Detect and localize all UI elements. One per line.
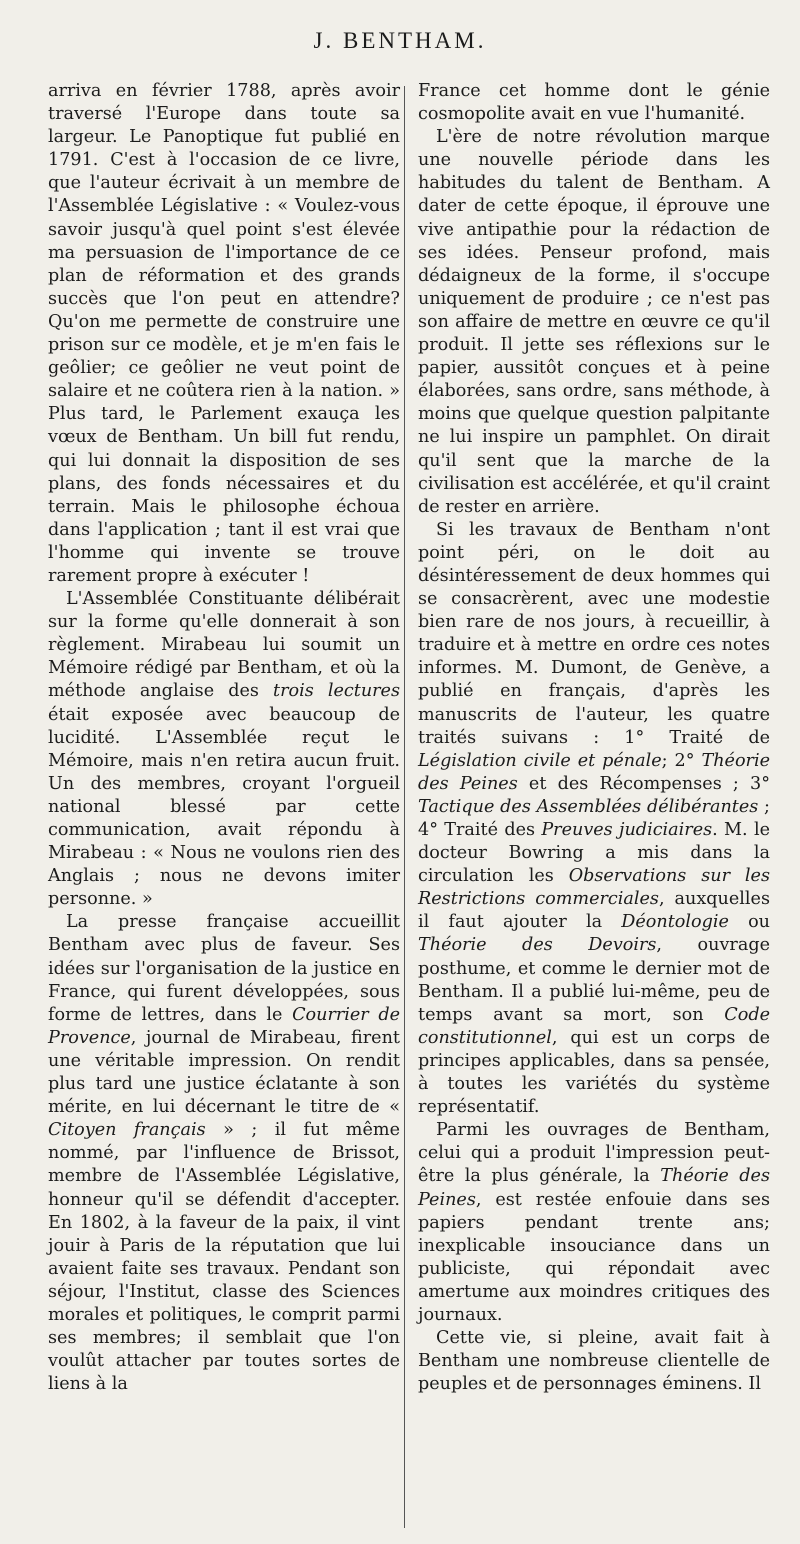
paragraph: France cet homme dont le génie cosmopolite avait en vue l'humanité. (418, 81, 770, 125)
running-head: J. BENTHAM. (313, 28, 487, 53)
paragraph: Cette vie, si pleine, avait fait à Bentham une nombreuse clientelle de peuples et de personnages éminens. Il (418, 1328, 770, 1395)
paragraph: L'Assemblée Constituante délibérait sur la forme qu'elle donnerait à son règlement. Mirabeau lui soumit un Mémoire rédigé par Bentham, et où la méthode anglaise des trois lectures était exposée avec beaucoup de lucidité. L'Assemblée reçut le Mémoire, mais n'en retira aucun fruit. Un des membres, croyant l'orgueil national blessé par cette communication, avait répondu à Mirabeau : « Nous ne voulons rien des Anglais ; nous ne devons imiter personne. » (48, 589, 401, 910)
paragraph: arriva en février 1788, après avoir traversé l'Europe dans toute sa largeur. Le Panoptique fut publié en 1791. C'est à l'occasion de ce livre, que l'auteur écrivait à un membre de l'Assemblée Législative : « Voulez-vous savoir jusqu'à quel point s'est élevée ma persuasion de l'importance de ce plan de réformation et des grands succès que l'on peut en attendre? Qu'on me permette de construire une prison sur ce modèle, et je m'en fais le geôlier; ce geôlier ne veut point de salaire et ne coûtera rien à la nation. » Plus tard, le Parlement exauça les vœux de Bentham. Un bill fut rendu, qui lui donnait la disposition de ses plans, des fonds nécessaires et du terrain. Mais le philosophe échoua dans l'application ; tant il est vrai que l'homme qui invente se trouve rarement propre à exécuter ! (48, 81, 400, 586)
right-column (418, 80, 770, 1396)
left-column (48, 80, 400, 1396)
paragraph: Parmi les ouvrages de Bentham, celui qui a produit l'impression peut-être la plus générale, la Théorie des Peines, est restée enfouie dans ses papiers pendant trente ans; inexplicable insouciance dans un publiciste, qui répondait avec amertume aux moindres critiques des journaux. (418, 1120, 770, 1325)
paragraph: L'ère de notre révolution marque une nouvelle période dans les habitudes du talent de Bentham. A dater de cette époque, il éprouve une vive antipathie pour la rédaction de ses idées. Penseur profond, mais dédaigneux de la forme, il s'occupe uniquement de produire ; ce n'est pas son affaire de mettre en œuvre ce qu'il produit. Il jette ses réflexions sur le papier, aussitôt conçues et à peine élaborées, sans ordre, sans méthode, à moins que quelque question palpitante ne lui inspire un pamphlet. On dirait qu'il sent que la marche de la civilisation est accélérée, et qu'il craint de rester en arrière. (418, 127, 770, 517)
column-divider (404, 86, 405, 1528)
paragraph: Si les travaux de Bentham n'ont point péri, on le doit au désintéressement de deux hommes qui se consacrèrent, avec une modestie bien rare de nos jours, à recueillir, à traduire et à mettre en ordre ces notes informes. M. Dumont, de Genève, a publié en français, d'après les manuscrits de l'auteur, les quatre traités suivans : 1° Traité de Législation civile et pénale; 2° Théorie des Peines et des Récompenses ; 3° Tactique des Assemblées délibérantes ; 4° Traité des Preuves judiciaires. M. le docteur Bowring a mis dans la circulation les Observations sur les Restrictions commerciales, auxquelles il faut ajouter la Déontologie ou Théorie des Devoirs, ouvrage posthume, et comme le dernier mot de Bentham. Il a publié lui-même, peu de temps avant sa mort, son Code constitutionnel, qui est un corps de principes applicables, dans sa pensée, à toutes les variétés du système représentatif. (418, 519, 770, 1118)
paragraph: La presse française accueillit Bentham avec plus de faveur. Ses idées sur l'organisation de la justice en France, qui furent développées, sous forme de lettres, dans le Courrier de Provence, journal de Mirabeau, firent une véritable impression. On rendit plus tard une justice éclatante à son mérite, en lui décernant le titre de « Citoyen français » ; il fut même nommé, par l'influence de Brissot, membre de l'Assemblée Législative, honneur qu'il se défendit d'accepter. En 1802, à la faveur de la paix, il vint jouir à Paris de la réputation que lui avaient faite ses travaux. Pendant son séjour, l'Institut, classe des Sciences morales et politiques, le comprit parmi ses membres; il semblait que l'on voulût attacher par toutes sortes de liens à la (48, 912, 400, 1395)
